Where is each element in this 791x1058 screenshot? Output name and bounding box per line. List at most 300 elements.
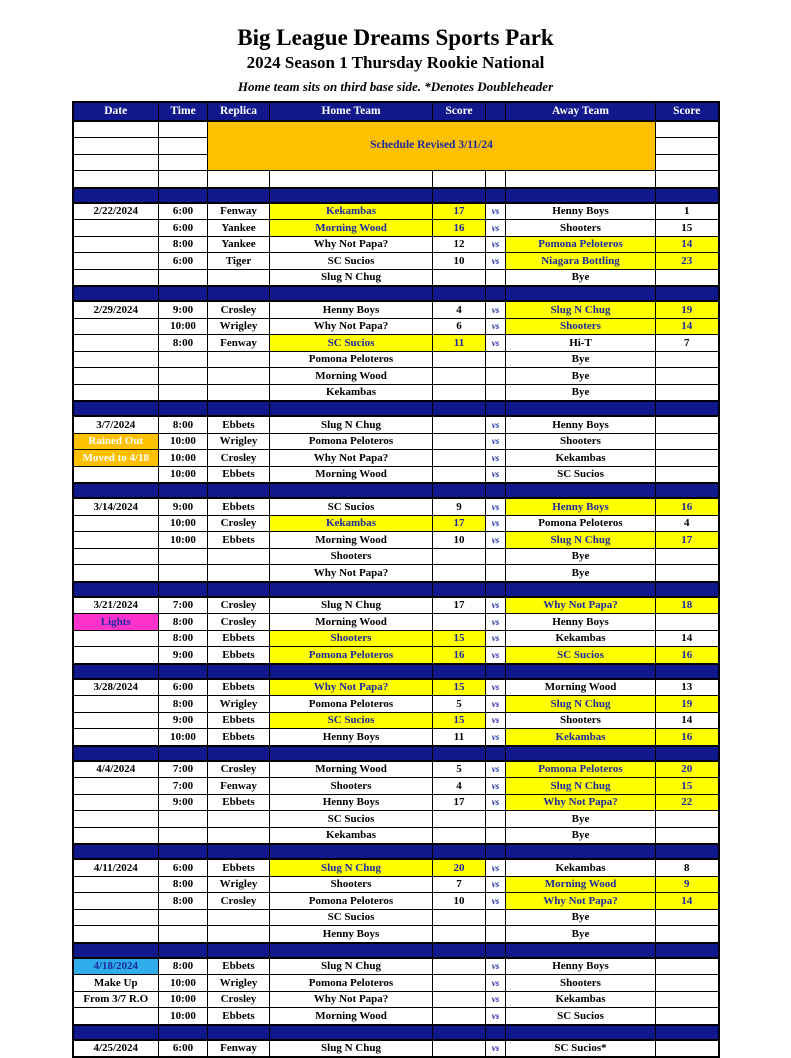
bye-row bbox=[73, 269, 719, 286]
game-row bbox=[73, 630, 719, 647]
separator-cell bbox=[270, 483, 433, 498]
date-cell bbox=[73, 121, 159, 138]
vs-cell: vs bbox=[486, 466, 506, 483]
separator-cell bbox=[270, 401, 433, 416]
home-team-cell: SC Sucios bbox=[270, 335, 433, 352]
separator-cell bbox=[656, 746, 719, 761]
separator-cell bbox=[656, 1025, 719, 1040]
away-team-cell: Pomona Peloteros bbox=[506, 761, 656, 778]
home-team-cell: Kekambas bbox=[270, 203, 433, 220]
home-score-cell: 17 bbox=[433, 794, 486, 811]
vs-cell: vs bbox=[486, 1008, 506, 1025]
separator-cell bbox=[486, 664, 506, 679]
separator-cell bbox=[656, 664, 719, 679]
game-row bbox=[73, 712, 719, 729]
away-team-cell: Bye bbox=[506, 351, 656, 368]
separator-cell bbox=[208, 286, 270, 301]
time-cell: 10:00 bbox=[159, 466, 208, 483]
separator-row bbox=[73, 286, 719, 301]
home-team-cell: Slug N Chug bbox=[270, 416, 433, 433]
time-cell: 8:00 bbox=[159, 236, 208, 253]
date-cell: Rained Out bbox=[73, 433, 159, 450]
away-team-cell: Henny Boys bbox=[506, 498, 656, 515]
time-cell: 8:00 bbox=[159, 335, 208, 352]
separator-cell bbox=[656, 844, 719, 859]
away-score-cell: 23 bbox=[656, 253, 719, 270]
home-score-cell: 4 bbox=[433, 778, 486, 795]
home-score-cell: 7 bbox=[433, 876, 486, 893]
vs-cell bbox=[486, 269, 506, 286]
away-score-cell: 9 bbox=[656, 876, 719, 893]
away-score-cell bbox=[656, 138, 719, 155]
time-cell bbox=[159, 121, 208, 138]
away-score-cell bbox=[656, 991, 719, 1008]
vs-cell: vs bbox=[486, 220, 506, 237]
replica-cell: Crosley bbox=[208, 597, 270, 614]
home-score-cell bbox=[433, 958, 486, 975]
date-cell bbox=[73, 893, 159, 910]
time-cell: 8:00 bbox=[159, 876, 208, 893]
bye-row bbox=[73, 548, 719, 565]
away-team-cell: SC Sucios bbox=[506, 1008, 656, 1025]
separator-cell bbox=[159, 401, 208, 416]
replica-cell bbox=[208, 811, 270, 828]
vs-cell: vs bbox=[486, 630, 506, 647]
home-team-cell: Morning Wood bbox=[270, 220, 433, 237]
home-score-cell bbox=[433, 827, 486, 844]
away-score-cell: 19 bbox=[656, 301, 719, 318]
separator-cell bbox=[159, 844, 208, 859]
vs-cell bbox=[486, 171, 506, 188]
home-team-cell: SC Sucios bbox=[270, 253, 433, 270]
away-team-cell: Kekambas bbox=[506, 859, 656, 876]
replica-cell: Ebbets bbox=[208, 712, 270, 729]
date-cell bbox=[73, 565, 159, 582]
replica-cell: Crosley bbox=[208, 515, 270, 532]
date-cell bbox=[73, 630, 159, 647]
separator-cell bbox=[270, 664, 433, 679]
home-score-cell bbox=[433, 351, 486, 368]
home-team-cell: SC Sucios bbox=[270, 811, 433, 828]
separator-cell bbox=[433, 746, 486, 761]
home-team-cell: Why Not Papa? bbox=[270, 450, 433, 467]
vs-cell: vs bbox=[486, 416, 506, 433]
separator-cell bbox=[159, 483, 208, 498]
bye-row bbox=[73, 827, 719, 844]
vs-cell: vs bbox=[486, 1040, 506, 1058]
replica-cell: Ebbets bbox=[208, 794, 270, 811]
home-score-cell bbox=[433, 466, 486, 483]
separator-cell bbox=[506, 582, 656, 597]
separator-cell bbox=[73, 844, 159, 859]
date-cell bbox=[73, 318, 159, 335]
separator-cell bbox=[73, 1025, 159, 1040]
date-cell bbox=[73, 1008, 159, 1025]
time-cell bbox=[159, 384, 208, 401]
time-cell: 8:00 bbox=[159, 696, 208, 713]
home-score-cell bbox=[433, 975, 486, 992]
game-row bbox=[73, 597, 719, 614]
separator-cell bbox=[159, 1025, 208, 1040]
away-team-cell: Bye bbox=[506, 909, 656, 926]
game-row bbox=[73, 1040, 719, 1058]
date-cell bbox=[73, 236, 159, 253]
game-row bbox=[73, 859, 719, 876]
time-cell bbox=[159, 827, 208, 844]
time-cell: 10:00 bbox=[159, 991, 208, 1008]
home-team-cell: SC Sucios bbox=[270, 712, 433, 729]
time-cell bbox=[159, 368, 208, 385]
replica-cell: Wrigley bbox=[208, 975, 270, 992]
time-cell: 10:00 bbox=[159, 515, 208, 532]
home-team-cell: Why Not Papa? bbox=[270, 991, 433, 1008]
separator-cell bbox=[506, 664, 656, 679]
away-score-cell bbox=[656, 154, 719, 171]
separator-cell bbox=[656, 401, 719, 416]
home-team-cell: Henny Boys bbox=[270, 729, 433, 746]
away-score-cell bbox=[656, 368, 719, 385]
time-cell: 9:00 bbox=[159, 794, 208, 811]
replica-cell: Fenway bbox=[208, 778, 270, 795]
separator-cell bbox=[656, 286, 719, 301]
home-team-cell: SC Sucios bbox=[270, 909, 433, 926]
home-score-cell bbox=[433, 368, 486, 385]
separator-cell bbox=[208, 746, 270, 761]
replica-cell: Ebbets bbox=[208, 729, 270, 746]
vs-cell bbox=[486, 926, 506, 943]
away-score-cell bbox=[656, 351, 719, 368]
away-team-cell: Henny Boys bbox=[506, 203, 656, 220]
away-score-cell: 7 bbox=[656, 335, 719, 352]
page-subtitle: 2024 Season 1 Thursday Rookie National bbox=[246, 53, 545, 73]
away-score-cell bbox=[656, 1008, 719, 1025]
home-score-cell: 12 bbox=[433, 236, 486, 253]
home-score-cell bbox=[433, 991, 486, 1008]
separator-cell bbox=[270, 844, 433, 859]
game-row bbox=[73, 794, 719, 811]
away-team-cell: Shooters bbox=[506, 433, 656, 450]
away-team-cell: Henny Boys bbox=[506, 958, 656, 975]
date-cell bbox=[73, 171, 159, 188]
col-header-date: Date bbox=[73, 102, 159, 121]
separator-cell bbox=[506, 483, 656, 498]
home-team-cell: Slug N Chug bbox=[270, 958, 433, 975]
replica-cell: Ebbets bbox=[208, 679, 270, 696]
separator-row bbox=[73, 582, 719, 597]
col-header-time: Time bbox=[159, 102, 208, 121]
time-cell: 6:00 bbox=[159, 859, 208, 876]
home-team-cell: Kekambas bbox=[270, 384, 433, 401]
away-score-cell: 8 bbox=[656, 859, 719, 876]
separator-cell bbox=[486, 1025, 506, 1040]
date-cell: 3/28/2024 bbox=[73, 679, 159, 696]
home-score-cell bbox=[433, 450, 486, 467]
separator-cell bbox=[656, 483, 719, 498]
replica-cell bbox=[208, 909, 270, 926]
game-row bbox=[73, 696, 719, 713]
bye-row bbox=[73, 384, 719, 401]
separator-cell bbox=[270, 746, 433, 761]
home-score-cell bbox=[433, 433, 486, 450]
date-cell bbox=[73, 712, 159, 729]
separator-cell bbox=[433, 582, 486, 597]
date-cell bbox=[73, 384, 159, 401]
game-row bbox=[73, 893, 719, 910]
date-cell: Lights bbox=[73, 614, 159, 631]
col-header-home-team: Home Team bbox=[270, 102, 433, 121]
away-score-cell bbox=[656, 975, 719, 992]
away-score-cell bbox=[656, 1040, 719, 1058]
separator-row bbox=[73, 188, 719, 203]
replica-cell bbox=[208, 384, 270, 401]
away-score-cell bbox=[656, 450, 719, 467]
home-score-cell bbox=[433, 548, 486, 565]
home-score-cell: 17 bbox=[433, 515, 486, 532]
separator-cell bbox=[506, 943, 656, 958]
time-cell: 9:00 bbox=[159, 647, 208, 664]
vs-cell: vs bbox=[486, 778, 506, 795]
separator-cell bbox=[208, 664, 270, 679]
time-cell bbox=[159, 138, 208, 155]
replica-cell: Yankee bbox=[208, 220, 270, 237]
vs-cell: vs bbox=[486, 991, 506, 1008]
separator-cell bbox=[208, 943, 270, 958]
away-score-cell: 14 bbox=[656, 236, 719, 253]
home-score-cell: 10 bbox=[433, 253, 486, 270]
away-team-cell: Niagara Bottling bbox=[506, 253, 656, 270]
home-team-cell: Slug N Chug bbox=[270, 597, 433, 614]
replica-cell: Crosley bbox=[208, 893, 270, 910]
game-row bbox=[73, 761, 719, 778]
away-team-cell: Kekambas bbox=[506, 991, 656, 1008]
separator-row bbox=[73, 401, 719, 416]
col-header-away-score: Score bbox=[656, 102, 719, 121]
away-team-cell: Shooters bbox=[506, 975, 656, 992]
away-team-cell bbox=[506, 171, 656, 188]
home-score-cell: 10 bbox=[433, 532, 486, 549]
away-score-cell: 18 bbox=[656, 597, 719, 614]
date-cell bbox=[73, 729, 159, 746]
home-team-cell: Slug N Chug bbox=[270, 1040, 433, 1058]
away-team-cell: Pomona Peloteros bbox=[506, 236, 656, 253]
home-team-cell: Morning Wood bbox=[270, 532, 433, 549]
home-team-cell: Why Not Papa? bbox=[270, 236, 433, 253]
game-row bbox=[73, 532, 719, 549]
vs-cell bbox=[486, 384, 506, 401]
vs-cell: vs bbox=[486, 893, 506, 910]
home-score-cell: 15 bbox=[433, 712, 486, 729]
separator-cell bbox=[159, 664, 208, 679]
time-cell: 10:00 bbox=[159, 532, 208, 549]
separator-cell bbox=[486, 286, 506, 301]
game-row bbox=[73, 679, 719, 696]
home-score-cell: 4 bbox=[433, 301, 486, 318]
date-cell bbox=[73, 138, 159, 155]
away-score-cell: 14 bbox=[656, 318, 719, 335]
replica-cell: Ebbets bbox=[208, 630, 270, 647]
date-cell: 4/4/2024 bbox=[73, 761, 159, 778]
home-team-cell: Henny Boys bbox=[270, 301, 433, 318]
vs-cell: vs bbox=[486, 794, 506, 811]
date-cell bbox=[73, 909, 159, 926]
date-cell: 3/7/2024 bbox=[73, 416, 159, 433]
away-team-cell: SC Sucios bbox=[506, 466, 656, 483]
header-row bbox=[73, 102, 719, 121]
home-score-cell bbox=[433, 909, 486, 926]
separator-cell bbox=[433, 483, 486, 498]
away-team-cell: Pomona Peloteros bbox=[506, 515, 656, 532]
home-team-cell: Shooters bbox=[270, 876, 433, 893]
separator-cell bbox=[159, 188, 208, 203]
vs-cell: vs bbox=[486, 318, 506, 335]
separator-cell bbox=[506, 746, 656, 761]
away-team-cell: Shooters bbox=[506, 712, 656, 729]
away-score-cell bbox=[656, 269, 719, 286]
away-team-cell: Why Not Papa? bbox=[506, 893, 656, 910]
vs-cell: vs bbox=[486, 876, 506, 893]
separator-cell bbox=[486, 844, 506, 859]
replica-cell: Ebbets bbox=[208, 466, 270, 483]
game-row bbox=[73, 778, 719, 795]
replica-cell: Wrigley bbox=[208, 876, 270, 893]
replica-cell: Ebbets bbox=[208, 532, 270, 549]
time-cell bbox=[159, 351, 208, 368]
away-team-cell: Morning Wood bbox=[506, 876, 656, 893]
home-score-cell bbox=[433, 269, 486, 286]
away-team-cell: Shooters bbox=[506, 220, 656, 237]
separator-cell bbox=[486, 943, 506, 958]
replica-cell: Fenway bbox=[208, 335, 270, 352]
separator-cell bbox=[73, 664, 159, 679]
date-cell: 2/22/2024 bbox=[73, 203, 159, 220]
game-row bbox=[73, 975, 719, 992]
away-team-cell: Bye bbox=[506, 269, 656, 286]
away-score-cell bbox=[656, 909, 719, 926]
away-team-cell: Kekambas bbox=[506, 630, 656, 647]
separator-cell bbox=[208, 188, 270, 203]
away-team-cell: SC Sucios* bbox=[506, 1040, 656, 1058]
away-score-cell: 16 bbox=[656, 647, 719, 664]
replica-cell bbox=[208, 351, 270, 368]
vs-cell bbox=[486, 565, 506, 582]
home-team-cell: Morning Wood bbox=[270, 1008, 433, 1025]
date-cell: 4/11/2024 bbox=[73, 859, 159, 876]
game-row bbox=[73, 203, 719, 220]
date-cell bbox=[73, 253, 159, 270]
date-cell: Make Up bbox=[73, 975, 159, 992]
time-cell: 6:00 bbox=[159, 1040, 208, 1058]
game-row bbox=[73, 647, 719, 664]
time-cell: 6:00 bbox=[159, 253, 208, 270]
page-title: Big League Dreams Sports Park bbox=[237, 25, 554, 50]
away-team-cell: Henny Boys bbox=[506, 614, 656, 631]
vs-cell: vs bbox=[486, 450, 506, 467]
away-team-cell: SC Sucios bbox=[506, 647, 656, 664]
vs-cell: vs bbox=[486, 696, 506, 713]
date-cell bbox=[73, 351, 159, 368]
bye-row bbox=[73, 565, 719, 582]
separator-cell bbox=[159, 286, 208, 301]
away-score-cell: 22 bbox=[656, 794, 719, 811]
game-row bbox=[73, 498, 719, 515]
separator-cell bbox=[270, 286, 433, 301]
away-team-cell: Why Not Papa? bbox=[506, 794, 656, 811]
separator-cell bbox=[433, 1025, 486, 1040]
home-score-cell bbox=[433, 811, 486, 828]
time-cell: 6:00 bbox=[159, 679, 208, 696]
time-cell: 10:00 bbox=[159, 433, 208, 450]
home-score-cell: 9 bbox=[433, 498, 486, 515]
replica-cell: Ebbets bbox=[208, 1008, 270, 1025]
home-team-cell: Pomona Peloteros bbox=[270, 647, 433, 664]
separator-cell bbox=[433, 401, 486, 416]
game-row bbox=[73, 301, 719, 318]
time-cell: 10:00 bbox=[159, 975, 208, 992]
replica-cell: Wrigley bbox=[208, 318, 270, 335]
date-cell: 2/29/2024 bbox=[73, 301, 159, 318]
away-score-cell bbox=[656, 926, 719, 943]
vs-cell bbox=[486, 827, 506, 844]
date-cell bbox=[73, 647, 159, 664]
away-score-cell bbox=[656, 121, 719, 138]
vs-cell: vs bbox=[486, 975, 506, 992]
away-team-cell: Why Not Papa? bbox=[506, 597, 656, 614]
date-cell bbox=[73, 827, 159, 844]
date-cell bbox=[73, 154, 159, 171]
home-team-cell: Pomona Peloteros bbox=[270, 351, 433, 368]
game-row bbox=[73, 876, 719, 893]
date-cell bbox=[73, 269, 159, 286]
home-team-cell: Morning Wood bbox=[270, 614, 433, 631]
separator-cell bbox=[433, 943, 486, 958]
game-row bbox=[73, 991, 719, 1008]
time-cell: 10:00 bbox=[159, 1008, 208, 1025]
date-cell: 3/21/2024 bbox=[73, 597, 159, 614]
home-score-cell bbox=[433, 926, 486, 943]
home-score-cell: 16 bbox=[433, 647, 486, 664]
replica-cell bbox=[208, 368, 270, 385]
away-score-cell bbox=[656, 811, 719, 828]
vs-cell: vs bbox=[486, 679, 506, 696]
bye-row bbox=[73, 909, 719, 926]
away-team-cell: Bye bbox=[506, 565, 656, 582]
replica-cell bbox=[208, 548, 270, 565]
away-score-cell: 4 bbox=[656, 515, 719, 532]
date-cell bbox=[73, 876, 159, 893]
vs-cell: vs bbox=[486, 712, 506, 729]
replica-cell: Wrigley bbox=[208, 433, 270, 450]
home-score-cell bbox=[433, 614, 486, 631]
away-score-cell: 16 bbox=[656, 729, 719, 746]
vs-cell bbox=[486, 548, 506, 565]
time-cell: 9:00 bbox=[159, 301, 208, 318]
replica-cell bbox=[208, 926, 270, 943]
separator-cell bbox=[73, 188, 159, 203]
separator-cell bbox=[506, 401, 656, 416]
home-team-cell: Kekambas bbox=[270, 827, 433, 844]
replica-cell: Crosley bbox=[208, 614, 270, 631]
time-cell bbox=[159, 154, 208, 171]
separator-row bbox=[73, 1025, 719, 1040]
separator-cell bbox=[506, 1025, 656, 1040]
separator-cell bbox=[506, 844, 656, 859]
revision-banner: Schedule Revised 3/11/24 bbox=[208, 121, 656, 171]
away-team-cell: Bye bbox=[506, 548, 656, 565]
date-cell: 3/14/2024 bbox=[73, 498, 159, 515]
replica-cell: Ebbets bbox=[208, 416, 270, 433]
date-cell bbox=[73, 778, 159, 795]
date-cell bbox=[73, 794, 159, 811]
